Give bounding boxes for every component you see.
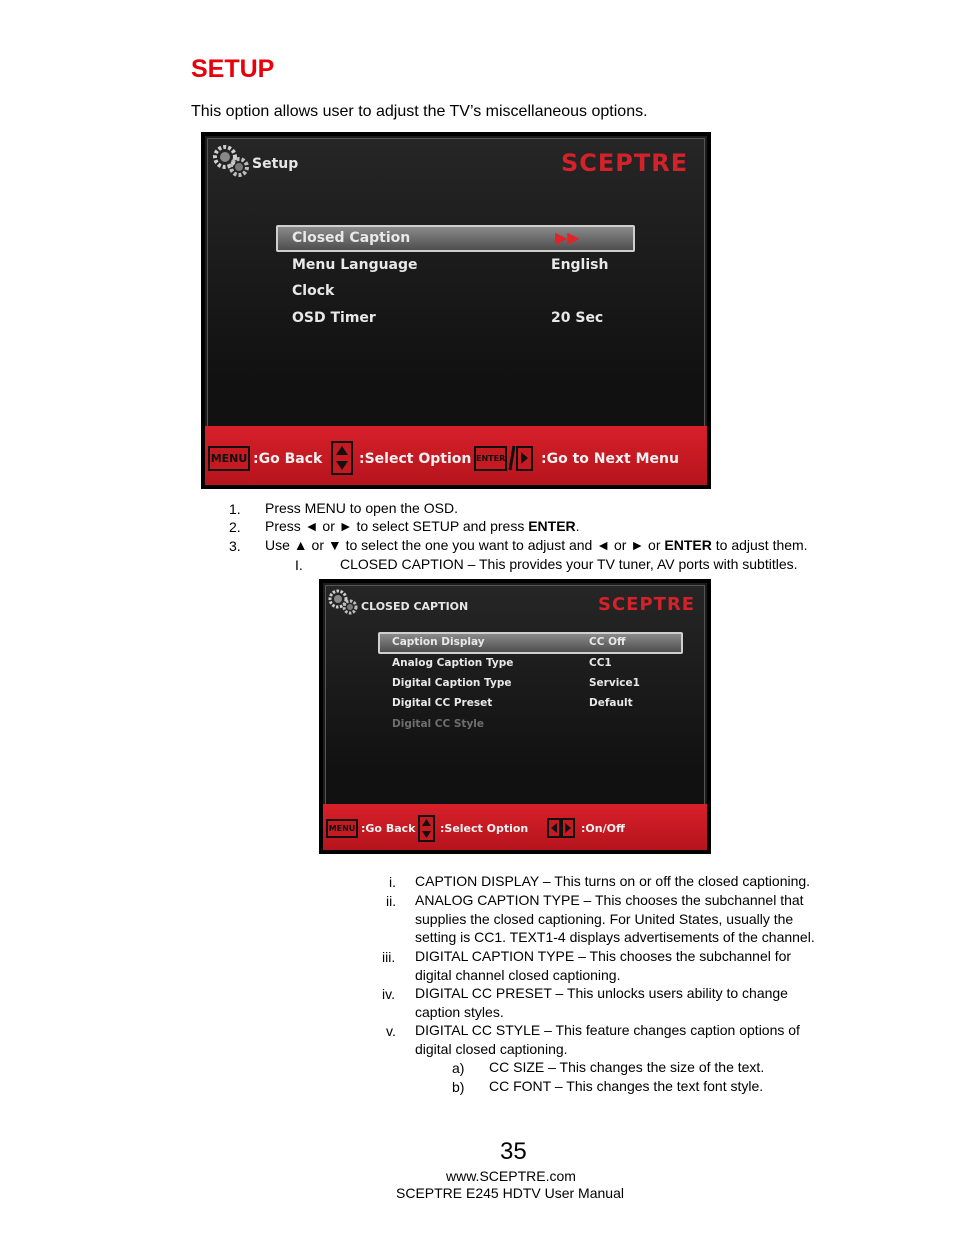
enter-key-icon: ENTER — [474, 446, 507, 471]
on-off-label: :On/Off — [581, 822, 625, 835]
menu-item-analog-caption-type[interactable]: Analog Caption Type — [392, 657, 514, 669]
sub-item-text: CLOSED CAPTION – This provides your TV tuner, AV ports with subtitles. — [340, 556, 798, 572]
caption-display-value: CC Off — [589, 636, 626, 648]
sceptre-logo: SCEPTRE — [561, 149, 689, 177]
roman-item-text: DIGITAL CC PRESET – This unlocks users ability to change caption styles. — [415, 985, 788, 1020]
roman-number: ii. — [386, 893, 397, 909]
menu-item-osd-timer[interactable]: OSD Timer — [292, 310, 376, 326]
closed-caption-osd-screenshot — [319, 579, 711, 854]
menu-item-clock[interactable]: Clock — [292, 283, 335, 299]
up-down-key-icon — [331, 441, 353, 475]
alpha-item-text: CC FONT – This changes the text font style. — [489, 1078, 764, 1094]
select-option-label: :Select Option — [440, 822, 529, 835]
go-back-label: :Go Back — [253, 451, 323, 467]
right-key-icon — [507, 444, 533, 472]
digital-cc-preset-value: Default — [589, 697, 633, 709]
roman-item-text: DIGITAL CAPTION TYPE – This chooses the subchannel for digital channel closed captioning. — [415, 948, 792, 983]
menu-key-icon: MENU — [326, 819, 358, 838]
footer-url[interactable]: www.SCEPTRE.com — [446, 1168, 576, 1184]
roman-number: v. — [386, 1023, 396, 1039]
osd-timer-value: 20 Sec — [551, 310, 604, 326]
menu-item-menu-language[interactable]: Menu Language — [292, 257, 418, 273]
step-number: 3. — [229, 538, 241, 554]
gear-icon — [211, 142, 253, 180]
intro-text: This option allows user to adjust the TV’s miscellaneous options. — [191, 103, 648, 120]
menu-language-value: English — [551, 257, 609, 273]
step-text: Press ◄ or ► to select SETUP and press ENTER. — [265, 518, 580, 534]
menu-item-closed-caption[interactable]: Closed Caption — [292, 230, 411, 246]
osd-header: CLOSED CAPTION — [361, 600, 469, 613]
step-text: Use ▲ or ▼ to select the one you want to adjust and ◄ or ► or ENTER to adjust them. — [265, 537, 808, 553]
setup-osd-screenshot — [201, 132, 711, 489]
digital-caption-type-value: Service1 — [589, 677, 640, 689]
roman-number: iv. — [382, 986, 395, 1002]
footer-manual-title: SCEPTRE E245 HDTV User Manual — [396, 1185, 624, 1201]
page-number: 35 — [500, 1138, 527, 1165]
step-number: 1. — [229, 501, 241, 517]
menu-item-digital-cc-style[interactable]: Digital CC Style — [392, 718, 485, 730]
menu-item-caption-display[interactable]: Caption Display — [392, 636, 485, 648]
left-right-key-icon — [547, 818, 575, 838]
sceptre-logo: SCEPTRE — [598, 594, 696, 615]
roman-number: i. — [389, 874, 396, 890]
menu-item-digital-caption-type[interactable]: Digital Caption Type — [392, 677, 512, 689]
page-title: SETUP — [191, 55, 275, 83]
alpha-item-text: CC SIZE – This changes the size of the text. — [489, 1059, 765, 1075]
osd-header: Setup — [252, 156, 299, 172]
next-menu-label: :Go to Next Menu — [541, 451, 679, 467]
step-text: Press MENU to open the OSD. — [265, 500, 458, 516]
step-number: 2. — [229, 519, 241, 535]
roman-number: iii. — [382, 949, 396, 965]
control-bar — [323, 804, 707, 850]
forward-arrows-icon: ▶▶ — [555, 228, 580, 247]
roman-item-text: ANALOG CAPTION TYPE – This chooses the subchannel that supplies the closed captioning. For United States, usually the setting is CC1. TEXT1-4 displays advertisements of the channel. — [415, 892, 815, 946]
select-option-label: :Select Option — [359, 451, 472, 467]
sub-item-number: I. — [295, 557, 303, 573]
menu-key-icon: MENU — [208, 446, 250, 471]
go-back-label: :Go Back — [361, 822, 416, 835]
menu-item-digital-cc-preset[interactable]: Digital CC Preset — [392, 697, 493, 709]
roman-item-text: CAPTION DISPLAY – This turns on or off the closed captioning. — [415, 873, 811, 889]
control-bar — [205, 426, 707, 485]
alpha-number: b) — [452, 1079, 465, 1095]
gear-icon — [327, 587, 361, 617]
roman-item-text: DIGITAL CC STYLE – This feature changes caption options of digital closed captioning. — [415, 1022, 800, 1057]
alpha-number: a) — [452, 1060, 465, 1076]
up-down-key-icon — [418, 815, 435, 842]
analog-caption-type-value: CC1 — [589, 657, 612, 669]
